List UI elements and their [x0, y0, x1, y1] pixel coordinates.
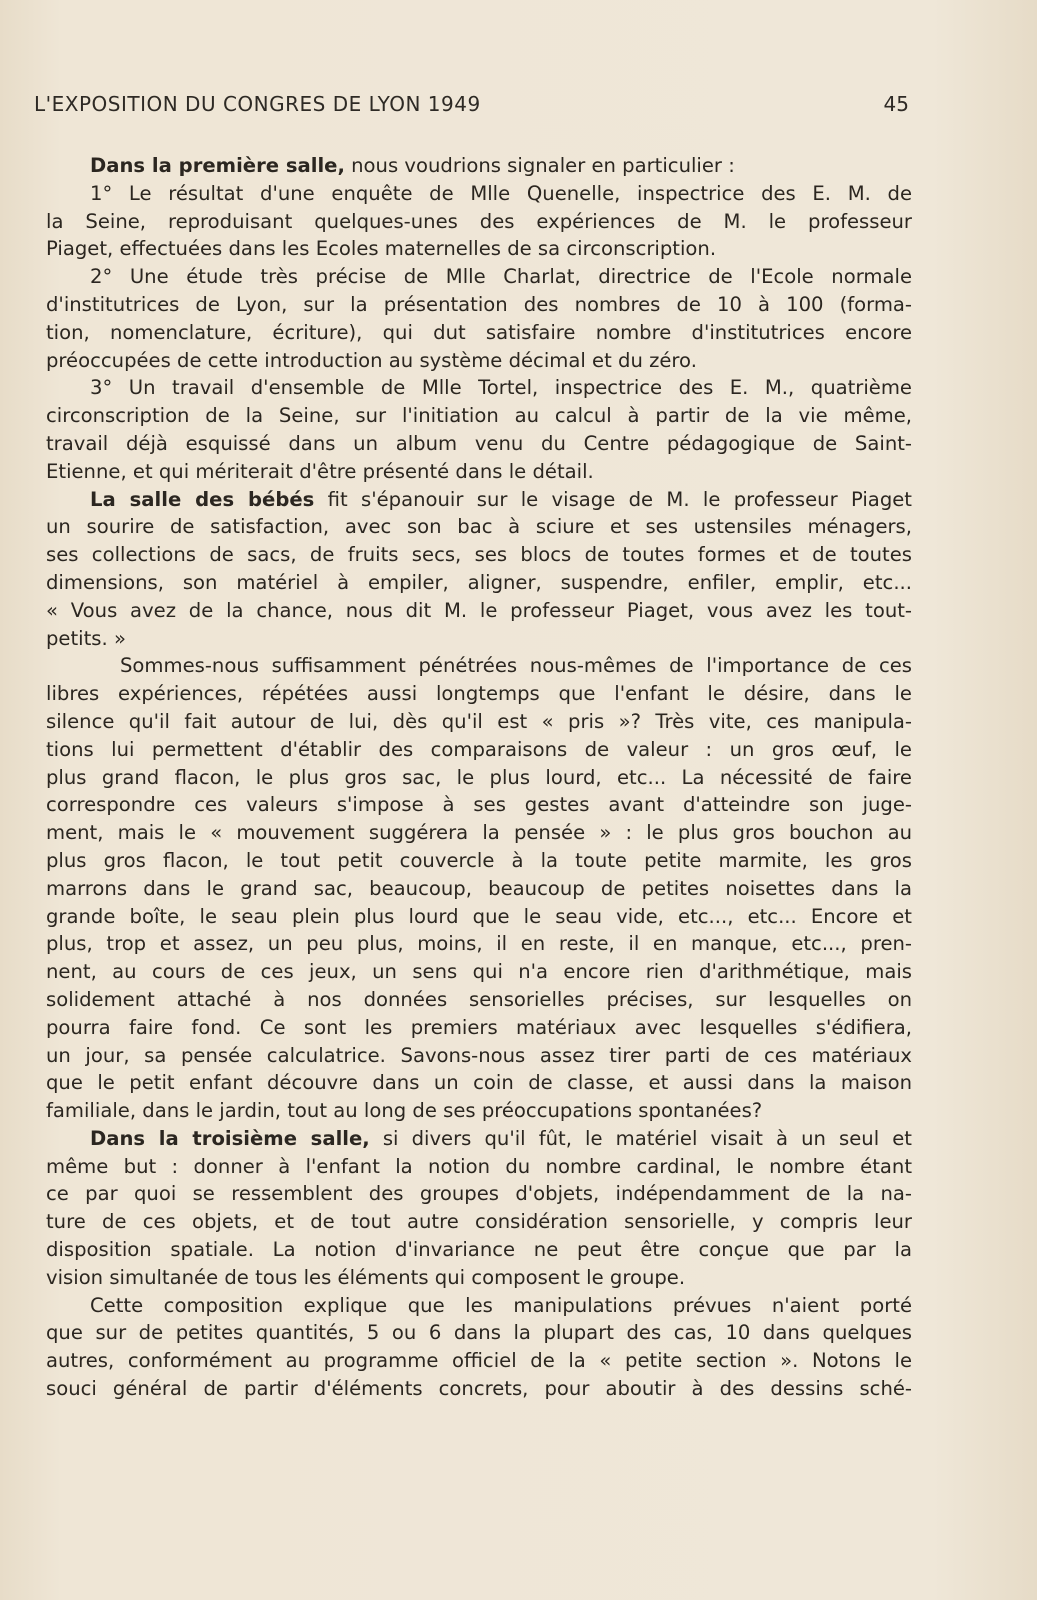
page-number: 45: [883, 92, 909, 116]
text-line: souci général de partir d'éléments concrets, pour aboutir à des dessins sché-: [46, 1377, 912, 1401]
running-header: [34, 92, 909, 120]
text-line: Piaget, effectuées dans les Ecoles maternelles de sa circonscription.: [46, 237, 717, 261]
text-line: que sur de petites quantités, 5 ou 6 dans la plupart des cas, 10 dans quelques: [46, 1321, 912, 1345]
text-line: nent, au cours de ces jeux, un sens qui n'a encore rien d'arithmétique, mais: [46, 960, 912, 984]
text-line: Etienne, et qui mériterait d'être présenté dans le détail.: [46, 459, 594, 483]
text-line: un sourire de satisfaction, avec son bac à sciure et ses ustensiles ménagers,: [46, 515, 912, 539]
text-line: libres expériences, répétées aussi longtemps que l'enfant le désire, dans le: [46, 682, 912, 706]
page-body: [46, 152, 912, 1403]
text-line: pourra faire fond. Ce sont les premiers matériaux avec lesquelles s'édifiera,: [46, 1015, 912, 1039]
text-span: nous voudrions signaler en particulier :: [344, 154, 735, 177]
text-span: fit s'épanouir sur le visage de M. le professeur Piaget: [314, 487, 912, 511]
text-line: travail déjà esquissé dans un album venu du Centre pédagogique de Saint-: [46, 431, 912, 455]
section-lead: Dans la troisième salle,: [90, 1126, 370, 1150]
text-line: la Seine, reproduisant quelques-unes des expériences de M. le professeur: [46, 209, 912, 233]
text-line: ce par quoi se ressemblent des groupes d'objets, indépendamment de la na-: [46, 1182, 912, 1206]
text-line: que le petit enfant découvre dans un coin de classe, et aussi dans la maison: [46, 1071, 912, 1095]
text-line: ses collections de sacs, de fruits secs, ses blocs de toutes formes et de toutes: [46, 543, 912, 567]
text-span: si divers qu'il fût, le matériel visait à un seul et: [369, 1126, 912, 1150]
text-line: ment, mais le « mouvement suggérera la pensée » : le plus gros bouchon au: [46, 821, 912, 845]
text-line: ture de ces objets, et de tout autre considération sensorielle, y compris leur: [46, 1210, 912, 1234]
section-lead: Dans la première salle,: [90, 154, 345, 177]
text-line: [46, 486, 912, 514]
text-line: 3° Un travail d'ensemble de Mlle Tortel, inspectrice des E. M., quatrième: [90, 376, 912, 400]
text-line: silence qu'il fait autour de lui, dès qu'il est « pris »? Très vite, ces manipula-: [46, 709, 912, 733]
text-line: correspondre ces valeurs s'impose à ses gestes avant d'atteindre son juge-: [46, 793, 912, 817]
text-line: petits. »: [46, 626, 126, 650]
section-lead: La salle des bébés: [90, 487, 315, 511]
text-line: même but : donner à l'enfant la notion du nombre cardinal, le nombre étant: [46, 1154, 912, 1178]
text-line: tion, nomenclature, écriture), qui dut satisfaire nombre d'institutrices encore: [46, 320, 912, 344]
text-line: grande boîte, le seau plein plus lourd que le seau vide, etc..., etc... Encore et: [46, 904, 912, 928]
text-line: vision simultanée de tous les éléments qui composent le groupe.: [46, 1265, 686, 1289]
text-line: préoccupées de cette introduction au système décimal et du zéro.: [46, 348, 697, 372]
text-line: plus gros flacon, le tout petit couvercle à la toute petite marmite, les gros: [46, 848, 912, 872]
text-line: [46, 152, 912, 180]
text-line: circonscription de la Seine, sur l'initiation au calcul à partir de la vie même,: [46, 404, 912, 428]
text-line: dimensions, son matériel à empiler, aligner, suspendre, enfiler, emplir, etc...: [46, 570, 912, 594]
text-line: tions lui permettent d'établir des comparaisons de valeur : un gros œuf, le: [46, 737, 912, 761]
running-title: L'EXPOSITION DU CONGRES DE LYON 1949: [34, 92, 481, 116]
text-line: plus, trop et assez, un peu plus, moins, il en reste, il en manque, etc..., pren-: [46, 932, 912, 956]
text-line: marrons dans le grand sac, beaucoup, beaucoup de petites noisettes dans la: [46, 876, 912, 900]
text-line: plus grand flacon, le plus gros sac, le plus lourd, etc... La nécessité de faire: [46, 765, 912, 789]
text-line: Cette composition explique que les manipulations prévues n'aient porté: [90, 1293, 912, 1317]
text-line: 1° Le résultat d'une enquête de Mlle Quenelle, inspectrice des E. M. de: [90, 181, 912, 205]
text-line: « Vous avez de la chance, nous dit M. le professeur Piaget, vous avez les tout-: [46, 598, 912, 622]
text-line: [46, 1125, 912, 1153]
text-line: Sommes-nous suffisamment pénétrées nous-mêmes de l'importance de ces: [120, 654, 912, 678]
text-line: familiale, dans le jardin, tout au long de ses préoccupations spontanées?: [46, 1099, 763, 1123]
text-line: disposition spatiale. La notion d'invariance ne peut être conçue que par la: [46, 1238, 912, 1262]
text-line: 2° Une étude très précise de Mlle Charlat, directrice de l'Ecole normale: [90, 265, 912, 289]
text-line: solidement attaché à nos données sensorielles précises, sur lesquelles on: [46, 987, 912, 1011]
text-line: autres, conformément au programme officiel de la « petite section ». Notons le: [46, 1349, 912, 1373]
text-line: d'institutrices de Lyon, sur la présentation des nombres de 10 à 100 (forma-: [46, 292, 912, 316]
text-line: un jour, sa pensée calculatrice. Savons-nous assez tirer parti de ces matériaux: [46, 1043, 912, 1067]
